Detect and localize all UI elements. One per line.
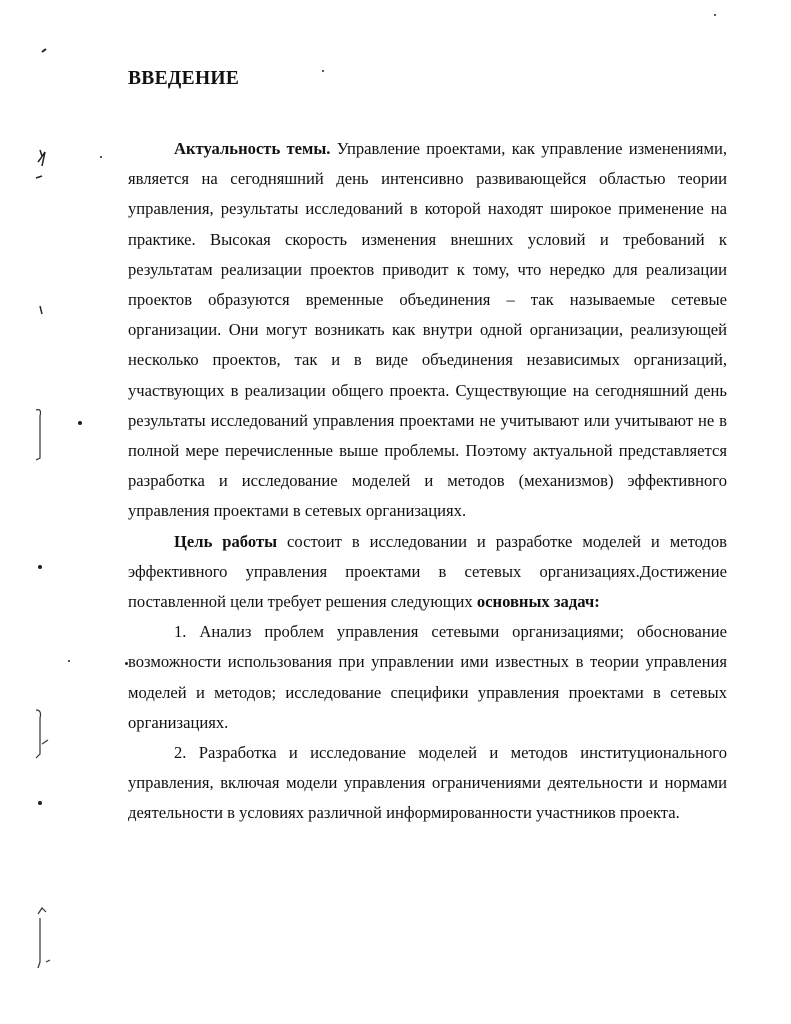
scan-mark [36,710,48,758]
paragraph-relevance [128,134,727,527]
scan-speck [714,14,716,16]
page-heading: ВВЕДЕНИЕ [128,68,240,89]
scan-speck [38,565,42,569]
paragraph-relevance-text: Управление проектами, как управление изменениями, является на сегодняшний день интенсивно развивающейся областью теории управления, результаты исследований в которой находят широкое применение на практике. Высокая скорость изменения внешних условий и требований к результатам реализации проектов приводит к тому, что нередко для реализации проектов образуются временные объединения – так называемые сетевые организации. Они могут возникать как внутри одной организации, реализующей несколько проектов, так и в виде объединения независимых организаций, участвующих в реализации общего проекта. Существующие на сегодняшний день результаты исследований управления проектами не учитывают или учитывают не в полной мере перечисленные выше проблемы. Поэтому актуальной представляется разработка и исследование моделей и методов (механизмов) эффективного управления проектами в сетевых организациях. [128,139,727,521]
scan-speck [38,801,42,805]
main-tasks-label: основных задач: [476,592,600,612]
scan-mark [38,908,50,968]
scan-speck [78,421,82,425]
scan-speck [125,662,128,665]
paragraph-goal-text: состоит в исследовании и разработке моделей и методов эффективного управления проектами в сетевых организациях.Достижение поставленной цели требует решения следующих [128,531,728,612]
lead-goal: Цель работы [174,531,278,551]
scan-mark [42,49,46,52]
scan-speck [100,156,102,158]
paragraph-goal [128,527,727,618]
body-text [128,134,727,829]
scan-speck [322,70,324,72]
task-item-1: 1. Анализ проблем управления сетевыми организациями; обоснование возможности использования при управлении ими известных в теории управления моделей и методов; исследование специфики управления проектами в сетевых организациях. [128,622,727,732]
scan-speck [68,660,70,662]
scan-mark [36,150,45,178]
lead-relevance: Актуальность темы. [174,139,331,158]
scan-mark [36,410,41,460]
task-item-2: 2. Разработка и исследование моделей и методов институционального управления, включая модели управления ограничениями деятельности и нормами деятельности в условиях различной информированности участников проекта. [128,743,727,823]
scan-mark [40,306,42,314]
scan-artifacts [0,0,80,1024]
